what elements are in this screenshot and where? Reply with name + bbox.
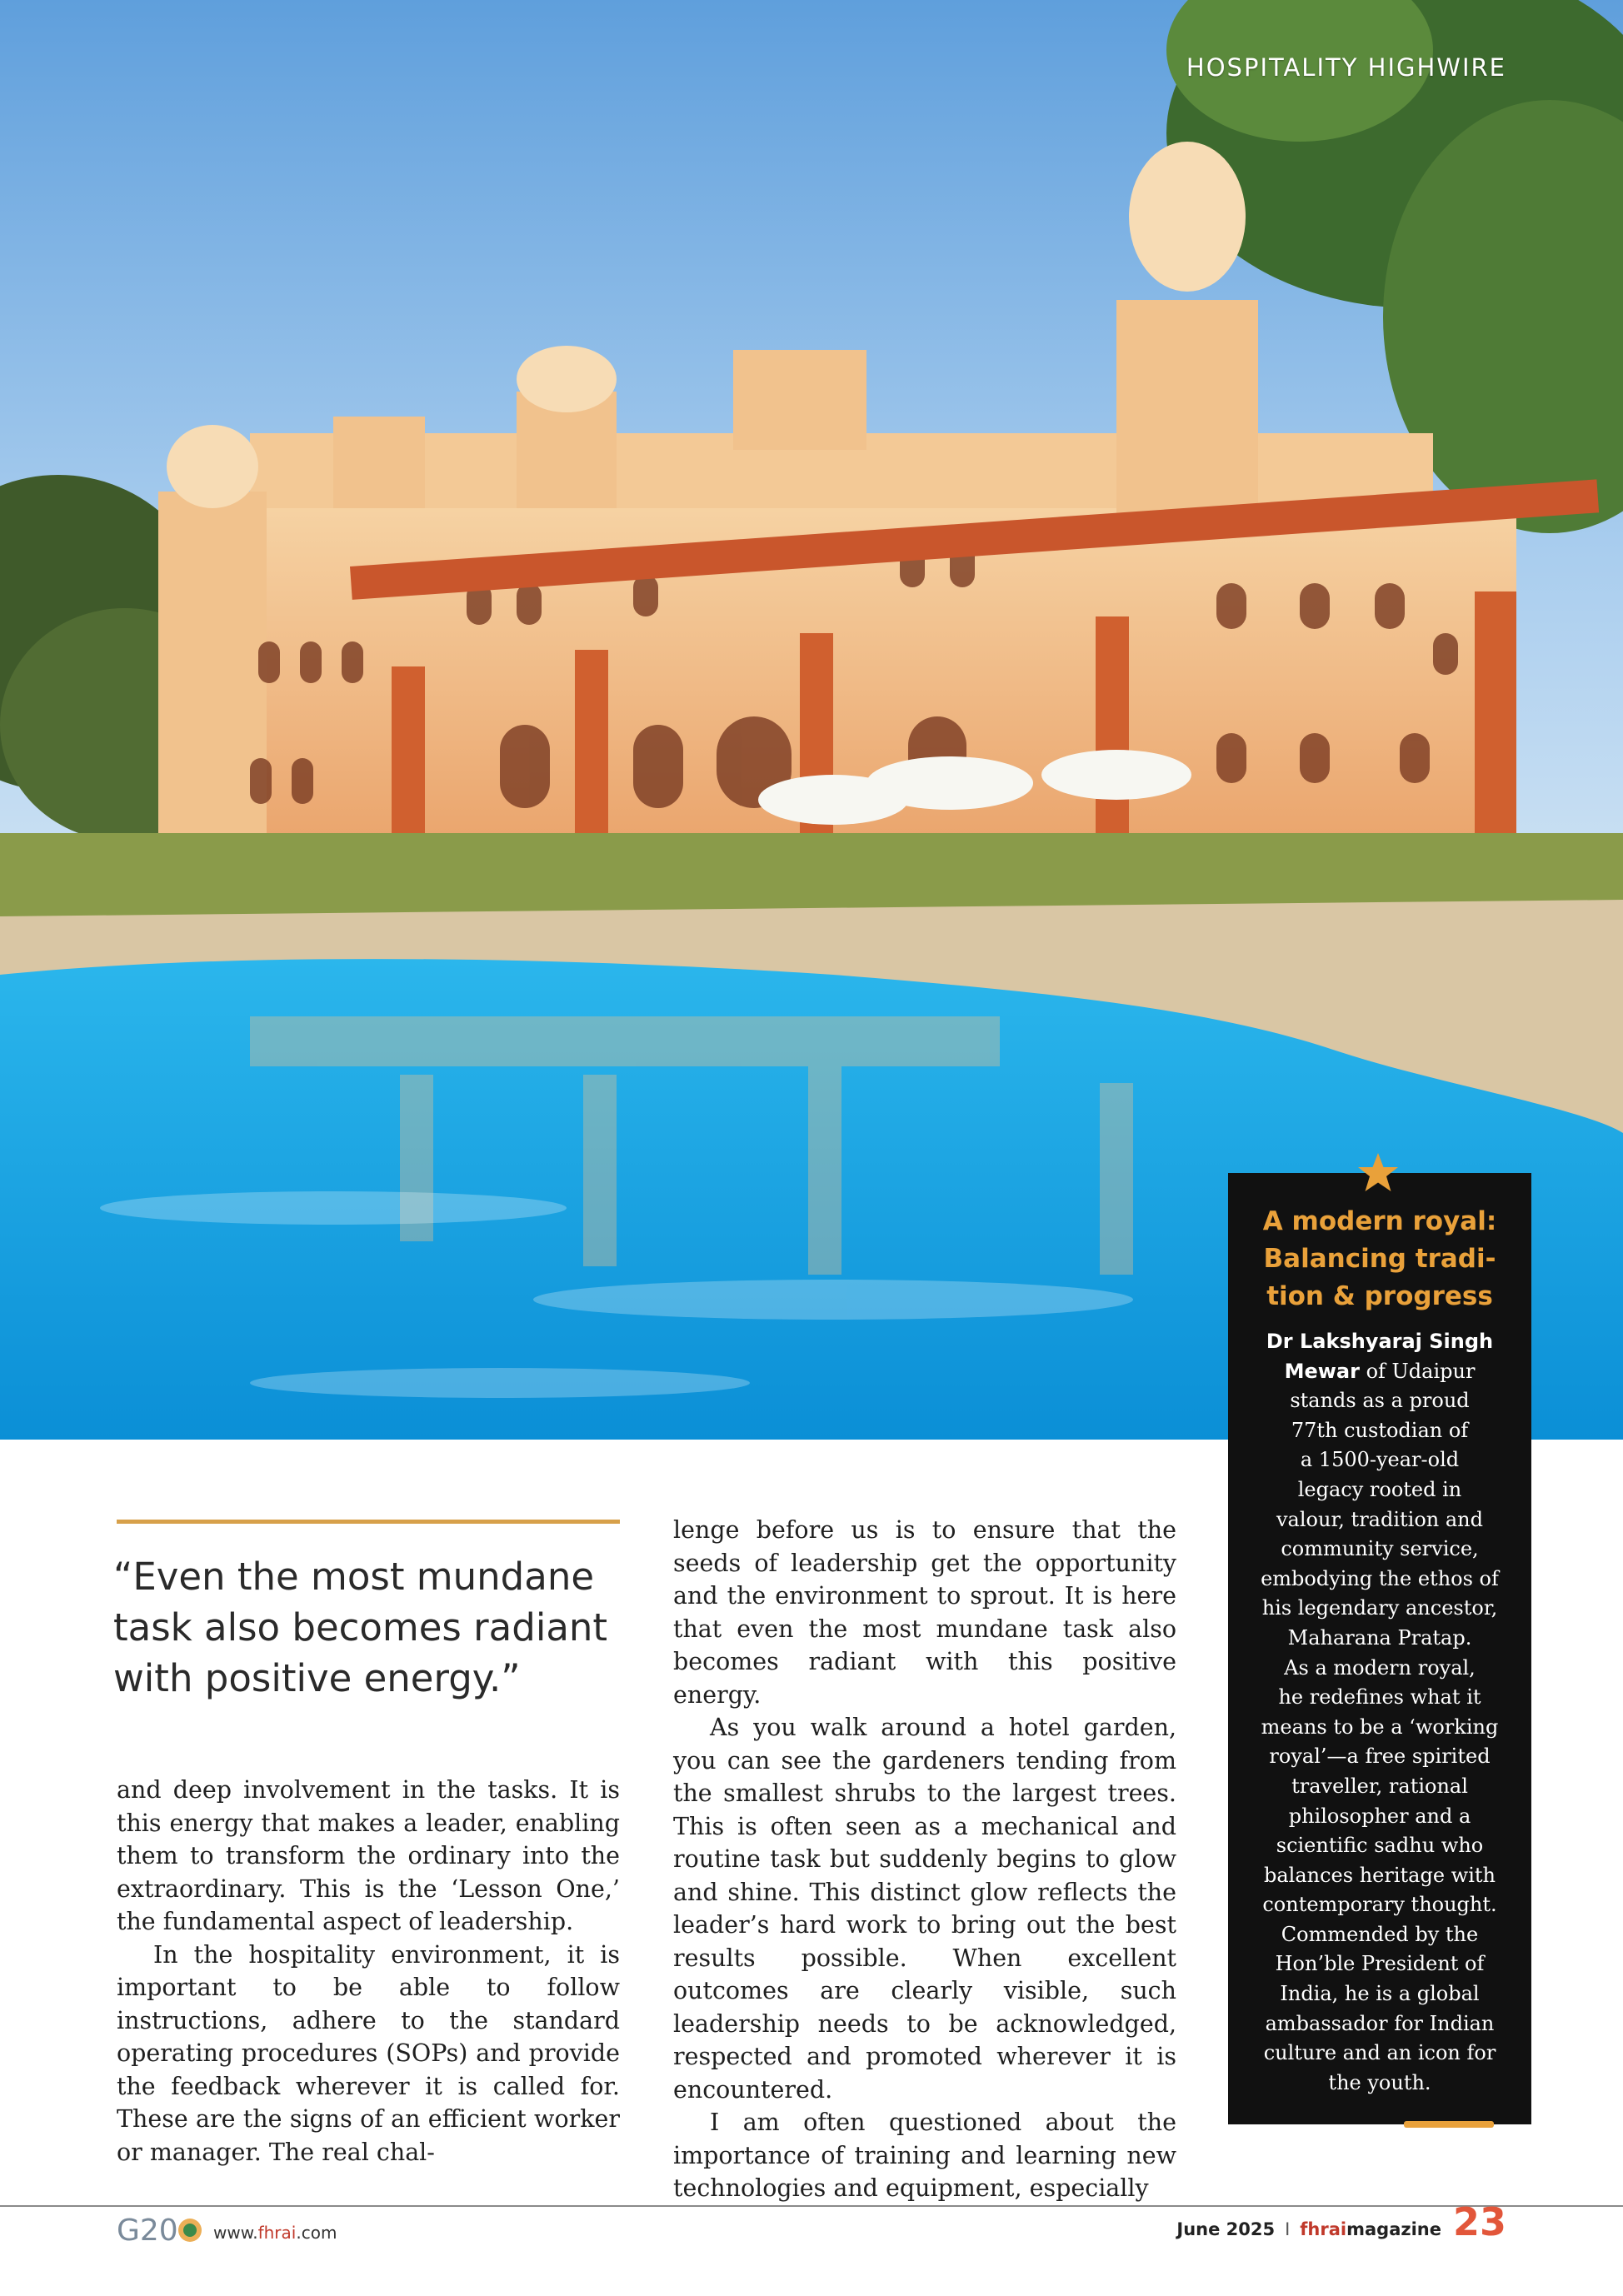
sidebar-line: Hon’ble President of xyxy=(1275,1952,1485,1976)
g20-logo-text: G20 xyxy=(117,2214,178,2247)
sidebar-line: traveller, rational xyxy=(1291,1774,1468,1798)
sidebar-line: royal’—a free spirited xyxy=(1269,1744,1491,1769)
article-column-2 xyxy=(673,1514,1176,2205)
pull-quote-line: task also becomes radiant xyxy=(113,1605,608,1650)
pull-quote-line: with positive energy.” xyxy=(113,1656,521,1700)
sidebar-line: contemporary thought. xyxy=(1262,1893,1497,1917)
sidebar-title-line: Balancing tradi- xyxy=(1263,1244,1496,1274)
footer-url-accent: fhrai xyxy=(257,2223,297,2243)
g20-logo-icon xyxy=(117,2212,208,2247)
footer-magazine-suffix: magazine xyxy=(1346,2219,1441,2239)
sidebar-line: ambassador for Indian xyxy=(1265,2011,1495,2035)
paragraph: I am often questioned about the importance of training and learning new technologies and equipment, especially xyxy=(673,2109,1176,2202)
sidebar-line: Commended by the xyxy=(1281,1922,1479,1946)
pull-quote-line: “Even the most mundane xyxy=(113,1555,595,1599)
sidebar-name-line: Mewar xyxy=(1284,1359,1360,1383)
sidebar-line: legacy rooted in xyxy=(1297,1477,1462,1501)
sidebar-box xyxy=(1228,1173,1531,2124)
sidebar-line: As a modern royal, xyxy=(1284,1655,1476,1680)
sidebar-line: 77th custodian of xyxy=(1291,1418,1469,1442)
sidebar-line: culture and an icon for xyxy=(1263,2041,1496,2065)
footer-magazine xyxy=(1300,2219,1441,2239)
sidebar-line: valour, tradition and xyxy=(1276,1507,1483,1531)
sidebar-line: the youth. xyxy=(1328,2070,1431,2094)
sidebar-accent-bar xyxy=(1404,2121,1494,2128)
page-number: 23 xyxy=(1452,2199,1506,2244)
footer-info xyxy=(1176,2199,1506,2244)
sidebar-line: Maharana Pratap. xyxy=(1287,1625,1472,1650)
sidebar-line: balances heritage with xyxy=(1264,1863,1496,1887)
footer-date: June 2025 xyxy=(1176,2219,1276,2239)
paragraph: As you walk around a hotel garden, you can see the gardeners tending from the smallest shrubs to the largest trees. This is often seen as a mechanical and routine task but suddenly begins to glow and shine. This distinct glow reflects the leader’s hard work to bring out the best results possible. When excellent outcomes are clearly visible, such leadership needs to be acknowledged, respected and promoted wherever it is encountered. xyxy=(673,1714,1176,2104)
sidebar-title-line: A modern royal: xyxy=(1262,1206,1497,1236)
footer-magazine-accent: fhrai xyxy=(1300,2219,1347,2239)
sidebar-title xyxy=(1246,1203,1513,1315)
sidebar-line: stands as a proud xyxy=(1290,1389,1470,1413)
sidebar-name-line: Dr Lakshyaraj Singh xyxy=(1266,1330,1494,1353)
sidebar-line: he redefines what it xyxy=(1278,1685,1481,1710)
section-tag: HOSPITALITY HIGHWIRE xyxy=(1186,53,1506,82)
footer-url-prefix: www. xyxy=(213,2223,258,2243)
footer-url-suffix: .com xyxy=(296,2223,337,2243)
sidebar-body xyxy=(1246,1327,1513,2098)
paragraph: lenge before us is to ensure that the seeds of leadership get the opportunity and the environment to sprout. It is here that even the most mundane task also becomes radiant with this positive energy. xyxy=(673,1516,1176,1709)
sidebar-title-line: tion & progress xyxy=(1266,1281,1493,1311)
sidebar-line: India, he is a global xyxy=(1280,1982,1480,2006)
pull-quote xyxy=(113,1551,630,1704)
sidebar-line: means to be a ‘working xyxy=(1261,1715,1499,1739)
paragraph: In the hospitality environment, it is important to be able to follow instructions, adhere to the standard operating procedures (SOPs) and provide the feedback wherever it is called for. These are the signs of an efficient worker or manager. The real chal- xyxy=(117,1940,620,2166)
sidebar-line: of Udaipur xyxy=(1359,1359,1476,1383)
star-icon xyxy=(1356,1151,1400,1195)
paragraph: and deep involvement in the tasks. It is this energy that makes a leader, enabling them to transform the ordinary into the extraordinary. This is the ‘Lesson One,’ the fundamental aspect of leadership. xyxy=(117,1776,620,1935)
sidebar-line: a 1500-year-old xyxy=(1300,1448,1460,1472)
footer-url[interactable] xyxy=(213,2223,337,2243)
footer-separator: I xyxy=(1285,2219,1291,2239)
quote-rule xyxy=(117,1520,620,1535)
article-column-1 xyxy=(117,1774,620,2169)
sidebar-line: embodying the ethos of xyxy=(1261,1566,1499,1590)
sidebar-line: community service, xyxy=(1281,1537,1479,1561)
sidebar-line: philosopher and a xyxy=(1288,1804,1471,1828)
sidebar-line: scientific sadhu who xyxy=(1276,1834,1484,1858)
sidebar-line: his legendary ancestor, xyxy=(1261,1596,1498,1620)
